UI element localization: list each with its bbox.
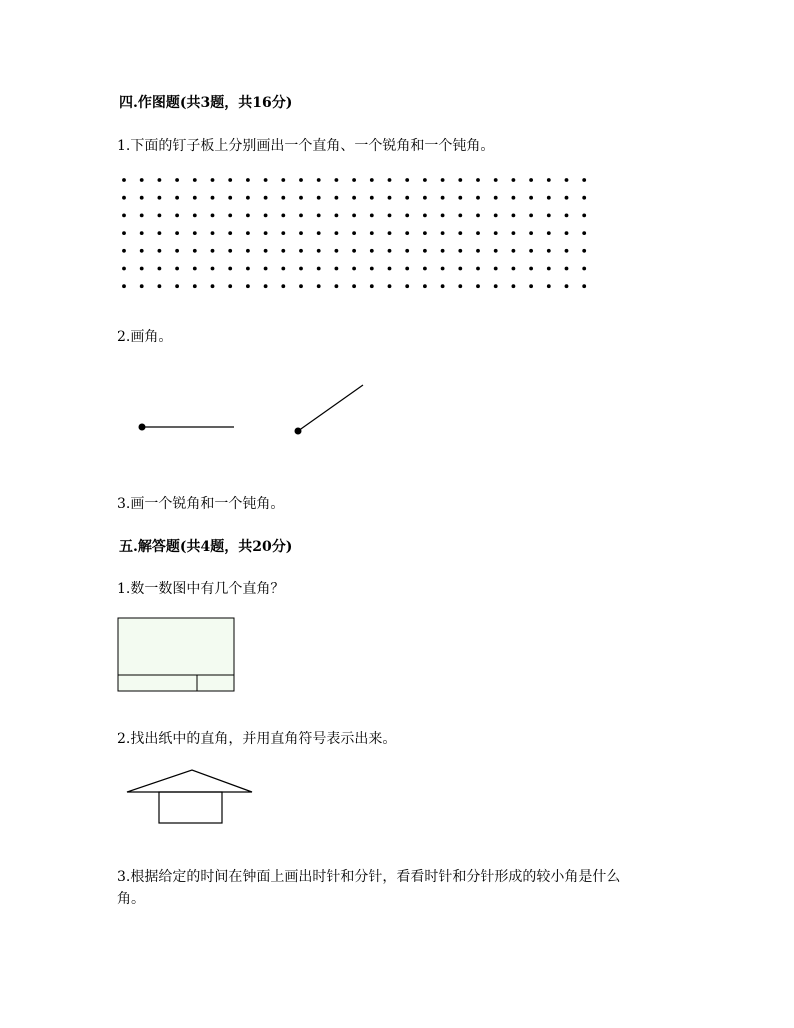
- peg-dot: [122, 231, 126, 235]
- peg-dot: [529, 267, 533, 271]
- peg-dot: [228, 178, 232, 182]
- peg-dot: [388, 196, 392, 200]
- peg-dot: [158, 178, 162, 182]
- peg-dot: [281, 284, 285, 288]
- peg-dot: [264, 267, 268, 271]
- peg-dot: [529, 249, 533, 253]
- peg-dot: [317, 249, 321, 253]
- peg-dot: [264, 249, 268, 253]
- peg-dot: [352, 267, 356, 271]
- peg-dot: [246, 284, 250, 288]
- peg-dot: [423, 178, 427, 182]
- peg-dot: [476, 214, 480, 218]
- peg-dot: [193, 196, 197, 200]
- peg-dot: [565, 231, 569, 235]
- peg-dot: [317, 231, 321, 235]
- peg-dot: [512, 231, 516, 235]
- question-text: 2.找出纸中的直角，并用直角符号表示出来。: [117, 731, 397, 747]
- peg-dot: [529, 284, 533, 288]
- peg-dot: [299, 178, 303, 182]
- peg-dot: [512, 214, 516, 218]
- peg-dot: [441, 267, 445, 271]
- peg-dot: [370, 178, 374, 182]
- peg-dot: [299, 267, 303, 271]
- outer-rectangle: [118, 618, 234, 691]
- peg-dot: [264, 196, 268, 200]
- peg-dot: [388, 267, 392, 271]
- peg-dot: [264, 178, 268, 182]
- peg-dot: [582, 249, 586, 253]
- peg-dot: [246, 267, 250, 271]
- peg-dot: [281, 267, 285, 271]
- peg-dot: [140, 284, 144, 288]
- peg-dot: [158, 284, 162, 288]
- peg-dot: [246, 178, 250, 182]
- peg-dot: [405, 284, 409, 288]
- peg-dot: [317, 178, 321, 182]
- peg-dot: [211, 284, 215, 288]
- peg-dot: [582, 267, 586, 271]
- peg-dot: [476, 267, 480, 271]
- peg-dot: [582, 231, 586, 235]
- peg-dot: [140, 178, 144, 182]
- peg-dot: [494, 178, 498, 182]
- peg-dot: [246, 196, 250, 200]
- peg-dot: [211, 231, 215, 235]
- peg-dot: [582, 284, 586, 288]
- peg-dot: [405, 214, 409, 218]
- peg-dot: [281, 231, 285, 235]
- peg-dot: [122, 214, 126, 218]
- peg-dot: [140, 249, 144, 253]
- peg-dot: [565, 214, 569, 218]
- peg-dot: [582, 178, 586, 182]
- peg-dot: [140, 231, 144, 235]
- peg-dot: [441, 284, 445, 288]
- peg-dot: [405, 196, 409, 200]
- peg-dot: [352, 284, 356, 288]
- peg-dot: [529, 214, 533, 218]
- peg-dot: [158, 231, 162, 235]
- question-text: 3.画一个锐角和一个钝角。: [117, 496, 285, 512]
- peg-dot: [281, 196, 285, 200]
- peg-dot: [175, 214, 179, 218]
- ray: [298, 385, 363, 431]
- peg-dot: [335, 196, 339, 200]
- peg-dot: [228, 196, 232, 200]
- peg-dot: [547, 214, 551, 218]
- peg-dot: [246, 231, 250, 235]
- peg-dot: [246, 249, 250, 253]
- peg-dot: [193, 284, 197, 288]
- peg-dot: [228, 267, 232, 271]
- peg-dot: [547, 284, 551, 288]
- peg-dot: [193, 214, 197, 218]
- peg-dot: [122, 196, 126, 200]
- peg-dot: [458, 249, 462, 253]
- peg-dot: [370, 267, 374, 271]
- rectangle-figure: [117, 617, 237, 693]
- peg-dot: [370, 284, 374, 288]
- peg-dot: [423, 196, 427, 200]
- peg-dot: [228, 214, 232, 218]
- peg-dot: [494, 231, 498, 235]
- peg-dot: [388, 284, 392, 288]
- peg-dot: [335, 284, 339, 288]
- peg-dot: [423, 249, 427, 253]
- peg-dot: [370, 249, 374, 253]
- peg-dot: [299, 284, 303, 288]
- peg-dot: [175, 196, 179, 200]
- peg-dot: [122, 178, 126, 182]
- base-rectangle: [159, 792, 222, 823]
- peg-dot: [352, 231, 356, 235]
- peg-dot: [494, 249, 498, 253]
- peg-dot: [158, 214, 162, 218]
- peg-dot: [122, 267, 126, 271]
- peg-dot: [352, 214, 356, 218]
- peg-dot: [228, 231, 232, 235]
- peg-dot: [175, 284, 179, 288]
- peg-dot: [335, 231, 339, 235]
- peg-dot: [582, 214, 586, 218]
- peg-dot: [211, 196, 215, 200]
- peg-dot: [423, 267, 427, 271]
- peg-dot: [547, 178, 551, 182]
- peg-dot: [281, 178, 285, 182]
- question-text: 角。: [117, 891, 145, 907]
- peg-dot: [565, 284, 569, 288]
- peg-dot: [529, 196, 533, 200]
- peg-dot: [193, 249, 197, 253]
- peg-dot: [458, 231, 462, 235]
- peg-dot: [281, 214, 285, 218]
- peg-dot: [441, 214, 445, 218]
- peg-dot: [352, 196, 356, 200]
- peg-dot: [335, 267, 339, 271]
- peg-dot: [211, 214, 215, 218]
- peg-dot: [317, 214, 321, 218]
- peg-dot: [529, 178, 533, 182]
- peg-dot: [423, 284, 427, 288]
- section4-heading: 四.作图题(共3题，共16分): [119, 95, 293, 111]
- section5-heading: 五.解答题(共4题，共20分): [119, 539, 293, 555]
- peg-dot: [299, 249, 303, 253]
- peg-dot: [175, 267, 179, 271]
- peg-dot: [352, 249, 356, 253]
- peg-dot: [512, 196, 516, 200]
- peg-dot: [122, 284, 126, 288]
- peg-dot: [441, 249, 445, 253]
- peg-dot: [122, 249, 126, 253]
- peg-dot: [246, 214, 250, 218]
- peg-dot: [175, 249, 179, 253]
- peg-dot: [140, 267, 144, 271]
- peg-dot: [547, 249, 551, 253]
- peg-dot: [211, 267, 215, 271]
- peg-dot: [264, 284, 268, 288]
- peg-dot: [405, 231, 409, 235]
- peg-dot: [512, 249, 516, 253]
- peg-dot: [476, 249, 480, 253]
- peg-dot: [370, 196, 374, 200]
- question-text: 1.下面的钉子板上分别画出一个直角、一个锐角和一个钝角。: [117, 138, 495, 154]
- peg-dot: [211, 178, 215, 182]
- peg-dot: [441, 178, 445, 182]
- peg-dot: [317, 284, 321, 288]
- peg-dot: [299, 196, 303, 200]
- peg-dot: [476, 231, 480, 235]
- peg-dot: [476, 196, 480, 200]
- peg-dot: [458, 214, 462, 218]
- peg-dot: [512, 178, 516, 182]
- peg-dot: [476, 284, 480, 288]
- peg-dot: [193, 267, 197, 271]
- peg-dot: [335, 178, 339, 182]
- peg-dot: [458, 284, 462, 288]
- peg-dot: [228, 249, 232, 253]
- peg-dot: [158, 196, 162, 200]
- peg-dot: [423, 214, 427, 218]
- angle-drawing-figure: [130, 380, 375, 440]
- peg-dot: [388, 214, 392, 218]
- peg-dot: [441, 196, 445, 200]
- peg-dot: [211, 249, 215, 253]
- peg-dot: [405, 249, 409, 253]
- peg-dot: [281, 249, 285, 253]
- peg-dot: [175, 178, 179, 182]
- peg-dot: [335, 249, 339, 253]
- peg-dot: [388, 178, 392, 182]
- peg-dot: [512, 284, 516, 288]
- peg-dot: [458, 196, 462, 200]
- peg-dot: [582, 196, 586, 200]
- question-text: 2.画角。: [117, 329, 173, 345]
- peg-dot: [547, 231, 551, 235]
- peg-dot: [565, 196, 569, 200]
- peg-dot: [476, 178, 480, 182]
- peg-dot: [441, 231, 445, 235]
- peg-dot: [193, 231, 197, 235]
- peg-dot: [565, 178, 569, 182]
- peg-dot: [228, 284, 232, 288]
- peg-dot: [494, 267, 498, 271]
- peg-dot: [405, 267, 409, 271]
- question-text: 3.根据给定的时间在钟面上画出时针和分针，看看时针和分针形成的较小角是什么: [117, 869, 621, 885]
- peg-dot: [458, 178, 462, 182]
- peg-dot: [370, 214, 374, 218]
- peg-dot: [565, 249, 569, 253]
- peg-dot: [140, 196, 144, 200]
- peg-dot: [140, 214, 144, 218]
- peg-dot: [547, 196, 551, 200]
- peg-dot: [264, 231, 268, 235]
- peg-dot: [458, 267, 462, 271]
- peg-dot: [193, 178, 197, 182]
- peg-dot: [388, 249, 392, 253]
- peg-dot: [158, 267, 162, 271]
- peg-dot: [175, 231, 179, 235]
- peg-dot: [388, 231, 392, 235]
- house-shape-figure: [124, 766, 256, 828]
- peg-dot: [352, 178, 356, 182]
- peg-dot: [423, 231, 427, 235]
- peg-dot: [494, 214, 498, 218]
- question-text: 1.数一数图中有几个直角？: [117, 581, 285, 597]
- peg-dot: [494, 196, 498, 200]
- peg-dot: [264, 214, 268, 218]
- peg-dot: [405, 178, 409, 182]
- peg-dot: [547, 267, 551, 271]
- roof-triangle: [127, 770, 252, 792]
- peg-dot: [565, 267, 569, 271]
- pegboard-figure: [112, 170, 602, 296]
- peg-dot: [299, 231, 303, 235]
- peg-dot: [512, 267, 516, 271]
- peg-dot: [299, 214, 303, 218]
- peg-dot: [370, 231, 374, 235]
- peg-dot: [317, 267, 321, 271]
- peg-dot: [494, 284, 498, 288]
- peg-dot: [529, 231, 533, 235]
- peg-dot: [335, 214, 339, 218]
- peg-dot: [317, 196, 321, 200]
- peg-dot: [158, 249, 162, 253]
